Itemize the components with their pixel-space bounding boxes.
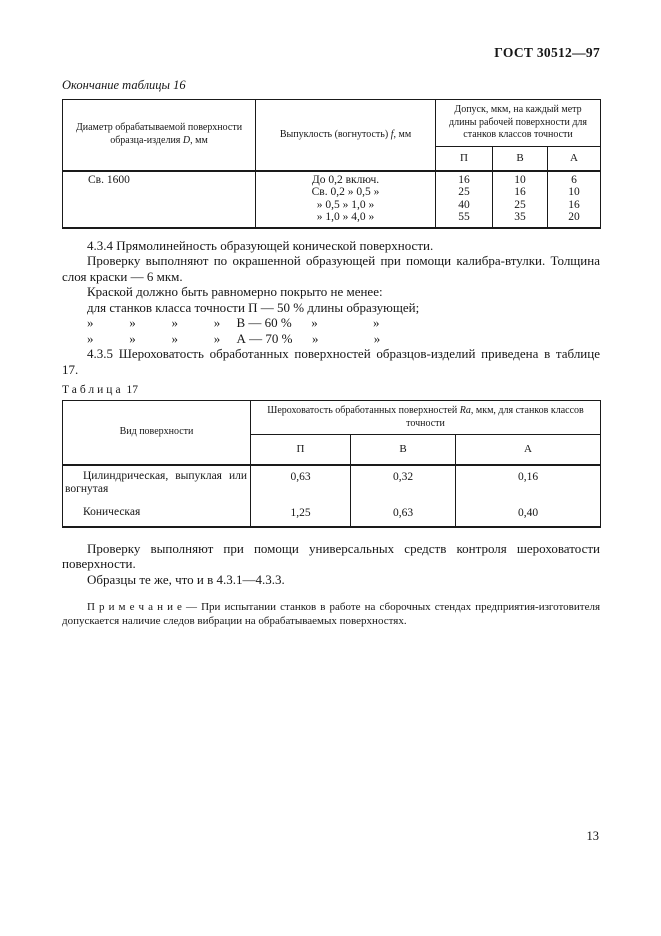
table16-subcol-p: П <box>436 146 493 171</box>
col2-header-variable: f <box>390 128 394 140</box>
table17-subcol-p: П <box>251 435 351 465</box>
table16-continuation-caption: Окончание таблицы 16 <box>62 78 186 92</box>
table17-caption <box>62 384 600 396</box>
cell-tolerance-p <box>436 171 493 228</box>
table16-header-row <box>63 100 601 147</box>
paragraph-434-title: 4.3.4 Прямолинейность образующей конической поверхности. <box>87 237 434 253</box>
table17-roughness-header <box>251 401 601 435</box>
tolerance-value: 16 <box>514 186 526 198</box>
table16-subcol-a: А <box>548 146 601 171</box>
roughness-header-unit: , мкм, для станков классов точности <box>406 405 584 429</box>
note-paragraph <box>62 601 600 628</box>
tolerance-value: 16 <box>458 173 470 186</box>
roughness-header-text: Шероховатость обработанных поверхностей <box>267 405 460 416</box>
convexity-range: Св. 0,2 » 0,5 » <box>311 186 380 198</box>
cell-tolerance-a <box>548 171 601 228</box>
tolerance-value: 20 <box>568 211 580 223</box>
roughness-header-variable: Ra <box>459 405 471 416</box>
table17-row-conical <box>63 499 601 527</box>
table16-col1-header <box>63 100 256 171</box>
section-434-text <box>62 238 600 378</box>
paragraph-samples: Образцы те же, что и в 4.3.1—4.3.3. <box>87 571 285 587</box>
col2-header-unit: , мм <box>393 128 412 140</box>
table17-caption-number: 17 <box>126 384 138 396</box>
standard-number-header: ГОСТ 30512—97 <box>494 45 600 60</box>
table17-subcol-v: В <box>351 435 456 465</box>
note-text: — При испытании станков в работе на сборочных стендах предприятия-изготовителя допускается наличие следов вибрации на обрабатываемых поверхностях. <box>62 601 600 627</box>
paragraph-check: Проверку выполняют при помощи универсальных средств контроля шероховатости поверхности. <box>62 540 600 571</box>
paragraph-class-p: для станков класса точности П — 50 % длины образующей; <box>87 299 420 315</box>
col2-header-text: Выпуклость (вогнутость) <box>279 128 391 140</box>
paragraph-class-a: » » » » А — 70 % » » <box>87 330 381 346</box>
table16-data-row <box>63 171 601 228</box>
tolerance-value: 6 <box>571 173 577 186</box>
cell-ra-v: 0,32 <box>351 465 456 499</box>
tolerance-value: 16 <box>568 198 580 211</box>
convexity-range: » 0,5 » 1,0 » <box>316 198 375 211</box>
table-17 <box>62 400 601 528</box>
paragraph-class-v: » » » » В — 60 % » » <box>87 315 380 330</box>
tolerance-value: 25 <box>514 198 526 211</box>
table16-tolerance-header: Допуск, мкм, на каждый метр длины рабочей поверхности для станков классов точности <box>436 100 601 147</box>
note-label: П р и м е ч а н и е <box>87 601 182 613</box>
paragraph-paint: Краской должно быть равномерно покрыто не менее: <box>87 284 383 299</box>
surface-type-line: Цилиндрическая, выпуклая или <box>83 469 247 482</box>
cell-ra-v: 0,63 <box>351 499 456 527</box>
tolerance-value: 10 <box>568 186 580 198</box>
tolerance-value: 40 <box>458 198 470 211</box>
col1-header-unit: , мм <box>190 134 208 146</box>
cell-surface-type: Коническая <box>63 499 251 527</box>
table17-caption-word: Таблица <box>62 384 124 396</box>
tolerance-value: 25 <box>458 186 470 198</box>
cell-tolerance-v <box>493 171 548 228</box>
col1-header-variable: D <box>182 134 191 146</box>
convexity-range: До 0,2 включ. <box>311 173 380 186</box>
table17-col1-header: Вид поверхности <box>63 401 251 465</box>
cell-surface-type <box>63 465 251 499</box>
cell-ra-p: 0,63 <box>251 465 351 499</box>
table17-subcol-a: А <box>456 435 601 465</box>
table17-row-cylindrical <box>63 465 601 499</box>
surface-type-line: вогнутая <box>65 482 109 495</box>
table17-header-row <box>63 401 601 435</box>
cell-ra-a: 0,16 <box>456 465 601 499</box>
page-content <box>62 0 600 628</box>
cell-ra-a: 0,40 <box>456 499 601 527</box>
cell-ra-p: 1,25 <box>251 499 351 527</box>
cell-diameter <box>63 171 256 228</box>
section-435-text <box>62 541 600 588</box>
tolerance-value: 35 <box>514 211 526 223</box>
paragraph-435: 4.3.5 Шероховатость обработанных поверхностей образцов-изделий приведена в таблице 17. <box>62 346 600 377</box>
table16-subcol-v: В <box>493 146 548 171</box>
diameter-value: Св. 1600 <box>88 173 130 186</box>
tolerance-value: 55 <box>458 211 470 223</box>
paragraph-434-body: Проверку выполняют по окрашенной образующей при помощи калибра-втулки. Толщина слоя краски — 6 мкм. <box>62 253 600 284</box>
table-16 <box>62 99 601 229</box>
convexity-range: » 1,0 » 4,0 » <box>316 211 375 223</box>
cell-convexity-ranges <box>256 171 436 228</box>
page-number: 13 <box>586 829 599 843</box>
table16-col2-header <box>256 100 436 171</box>
col1-header-text: Диаметр обрабатываемой поверхности образца-изделия <box>75 122 243 146</box>
tolerance-value: 10 <box>514 173 526 186</box>
